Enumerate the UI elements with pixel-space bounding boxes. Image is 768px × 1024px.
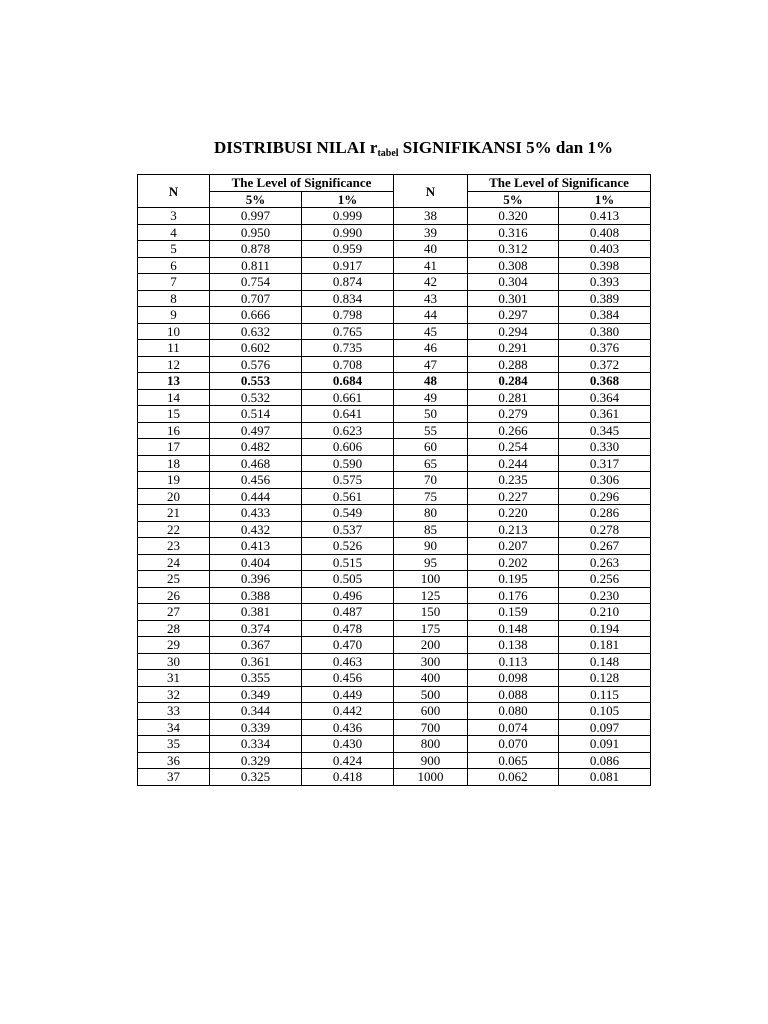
cell-n-right: 60 [394,439,468,456]
table-row [138,637,651,654]
cell-r1-right: 0.403 [559,241,651,258]
cell-n-left: 30 [138,653,210,670]
cell-r5-left: 0.666 [210,307,302,324]
table-row [138,554,651,571]
cell-n-right: 49 [394,389,468,406]
cell-r5-right: 0.235 [468,472,559,489]
cell-r5-right: 0.070 [468,736,559,753]
cell-r5-left: 0.497 [210,422,302,439]
cell-n-left: 8 [138,290,210,307]
table-row [138,439,651,456]
cell-r1-right: 0.091 [559,736,651,753]
cell-r1-left: 0.537 [302,521,394,538]
cell-n-right: 600 [394,703,468,720]
cell-r1-left: 0.834 [302,290,394,307]
cell-n-left: 20 [138,488,210,505]
cell-r1-left: 0.418 [302,769,394,786]
table-row [138,241,651,258]
cell-r5-right: 0.138 [468,637,559,654]
cell-r5-right: 0.207 [468,538,559,555]
cell-r5-left: 0.404 [210,554,302,571]
header-5pct-left: 5% [210,191,302,208]
cell-r5-left: 0.355 [210,670,302,687]
header-row-top [138,175,651,192]
cell-r1-left: 0.684 [302,373,394,390]
table-row [138,406,651,423]
cell-r1-left: 0.505 [302,571,394,588]
cell-r5-left: 0.329 [210,752,302,769]
cell-r5-right: 0.213 [468,521,559,538]
header-level-left: The Level of Significance [210,175,394,192]
cell-r5-right: 0.312 [468,241,559,258]
header-5pct-right: 5% [468,191,559,208]
cell-r1-right: 0.330 [559,439,651,456]
cell-r5-left: 0.632 [210,323,302,340]
cell-n-left: 6 [138,257,210,274]
cell-n-right: 50 [394,406,468,423]
table-row [138,686,651,703]
cell-r1-right: 0.389 [559,290,651,307]
cell-r5-right: 0.202 [468,554,559,571]
cell-r1-right: 0.263 [559,554,651,571]
cell-r1-right: 0.097 [559,719,651,736]
cell-n-right: 48 [394,373,468,390]
cell-n-left: 9 [138,307,210,324]
cell-n-left: 5 [138,241,210,258]
cell-n-left: 18 [138,455,210,472]
title-main: DISTRIBUSI NILAI r [214,138,378,157]
cell-r5-right: 0.301 [468,290,559,307]
cell-r5-right: 0.294 [468,323,559,340]
cell-n-left: 14 [138,389,210,406]
cell-r5-right: 0.291 [468,340,559,357]
cell-r1-left: 0.735 [302,340,394,357]
cell-r1-left: 0.661 [302,389,394,406]
table-row [138,307,651,324]
table-row [138,340,651,357]
cell-r1-right: 0.210 [559,604,651,621]
cell-n-left: 17 [138,439,210,456]
cell-n-right: 44 [394,307,468,324]
cell-r5-right: 0.062 [468,769,559,786]
cell-n-left: 34 [138,719,210,736]
cell-n-left: 35 [138,736,210,753]
cell-r1-left: 0.708 [302,356,394,373]
cell-r5-right: 0.320 [468,208,559,225]
cell-r1-left: 0.470 [302,637,394,654]
cell-r1-right: 0.194 [559,620,651,637]
cell-r5-right: 0.279 [468,406,559,423]
cell-r1-right: 0.380 [559,323,651,340]
title-rest: SIGNIFIKANSI 5% dan 1% [398,138,613,157]
cell-n-left: 4 [138,224,210,241]
cell-r5-left: 0.468 [210,455,302,472]
cell-r5-right: 0.159 [468,604,559,621]
cell-r5-left: 0.367 [210,637,302,654]
cell-r5-right: 0.281 [468,389,559,406]
cell-r1-right: 0.296 [559,488,651,505]
cell-r5-right: 0.244 [468,455,559,472]
table-row [138,769,651,786]
cell-r1-left: 0.487 [302,604,394,621]
cell-r1-right: 0.408 [559,224,651,241]
cell-r5-left: 0.707 [210,290,302,307]
cell-n-left: 31 [138,670,210,687]
cell-r1-right: 0.278 [559,521,651,538]
table-row [138,670,651,687]
table-row [138,455,651,472]
table-row [138,604,651,621]
cell-n-right: 39 [394,224,468,241]
cell-r5-right: 0.266 [468,422,559,439]
cell-r1-left: 0.798 [302,307,394,324]
cell-n-right: 42 [394,274,468,291]
cell-r1-right: 0.393 [559,274,651,291]
cell-r5-right: 0.080 [468,703,559,720]
table-row [138,505,651,522]
cell-n-right: 45 [394,323,468,340]
cell-r5-left: 0.349 [210,686,302,703]
cell-r1-right: 0.413 [559,208,651,225]
cell-n-left: 26 [138,587,210,604]
cell-r5-right: 0.304 [468,274,559,291]
cell-r1-left: 0.641 [302,406,394,423]
cell-r5-left: 0.381 [210,604,302,621]
cell-n-right: 75 [394,488,468,505]
table-row [138,521,651,538]
cell-n-right: 175 [394,620,468,637]
cell-r5-right: 0.227 [468,488,559,505]
title-subscript: tabel [377,148,399,159]
cell-n-right: 700 [394,719,468,736]
table-row [138,703,651,720]
page-title [214,138,613,159]
cell-r1-left: 0.549 [302,505,394,522]
cell-n-right: 200 [394,637,468,654]
cell-r5-right: 0.088 [468,686,559,703]
cell-r1-left: 0.430 [302,736,394,753]
cell-n-left: 21 [138,505,210,522]
cell-r1-right: 0.105 [559,703,651,720]
cell-r1-right: 0.384 [559,307,651,324]
cell-r5-left: 0.456 [210,472,302,489]
cell-n-right: 85 [394,521,468,538]
cell-n-right: 90 [394,538,468,555]
cell-r1-right: 0.364 [559,389,651,406]
cell-r5-right: 0.220 [468,505,559,522]
table-row [138,422,651,439]
cell-n-right: 65 [394,455,468,472]
table-row [138,224,651,241]
cell-n-right: 55 [394,422,468,439]
cell-r5-right: 0.176 [468,587,559,604]
cell-r1-right: 0.398 [559,257,651,274]
cell-n-right: 47 [394,356,468,373]
cell-r1-right: 0.361 [559,406,651,423]
cell-r1-left: 0.442 [302,703,394,720]
cell-r5-left: 0.432 [210,521,302,538]
cell-r5-left: 0.811 [210,257,302,274]
table-row [138,290,651,307]
table-row [138,488,651,505]
table-row [138,752,651,769]
cell-n-left: 22 [138,521,210,538]
cell-n-left: 25 [138,571,210,588]
table-row [138,653,651,670]
table-row [138,356,651,373]
cell-n-right: 400 [394,670,468,687]
cell-r1-left: 0.990 [302,224,394,241]
cell-r5-right: 0.284 [468,373,559,390]
cell-r1-left: 0.561 [302,488,394,505]
table-row [138,208,651,225]
cell-r1-left: 0.575 [302,472,394,489]
table-row [138,719,651,736]
cell-r5-left: 0.553 [210,373,302,390]
table-body [138,208,651,786]
cell-r1-right: 0.376 [559,340,651,357]
cell-r1-left: 0.526 [302,538,394,555]
cell-n-left: 19 [138,472,210,489]
cell-n-left: 33 [138,703,210,720]
cell-n-right: 70 [394,472,468,489]
cell-r5-right: 0.316 [468,224,559,241]
cell-r1-right: 0.286 [559,505,651,522]
cell-r5-right: 0.074 [468,719,559,736]
cell-r5-left: 0.444 [210,488,302,505]
cell-n-right: 46 [394,340,468,357]
cell-r1-right: 0.086 [559,752,651,769]
cell-n-left: 13 [138,373,210,390]
header-1pct-right: 1% [559,191,651,208]
table-row [138,538,651,555]
cell-n-left: 37 [138,769,210,786]
cell-r5-right: 0.098 [468,670,559,687]
cell-r5-right: 0.195 [468,571,559,588]
cell-n-right: 150 [394,604,468,621]
table-row [138,274,651,291]
cell-r1-left: 0.496 [302,587,394,604]
cell-n-left: 11 [138,340,210,357]
table-row [138,389,651,406]
cell-n-left: 32 [138,686,210,703]
cell-r5-left: 0.361 [210,653,302,670]
table-row [138,587,651,604]
cell-r5-right: 0.148 [468,620,559,637]
table-row [138,323,651,340]
cell-r5-left: 0.339 [210,719,302,736]
cell-r5-left: 0.754 [210,274,302,291]
cell-r5-left: 0.334 [210,736,302,753]
cell-n-right: 38 [394,208,468,225]
cell-r1-right: 0.115 [559,686,651,703]
cell-r5-right: 0.297 [468,307,559,324]
cell-r1-right: 0.256 [559,571,651,588]
table-row [138,736,651,753]
cell-r1-left: 0.917 [302,257,394,274]
cell-r1-left: 0.449 [302,686,394,703]
cell-r1-left: 0.456 [302,670,394,687]
cell-n-left: 36 [138,752,210,769]
cell-r1-left: 0.623 [302,422,394,439]
cell-r1-right: 0.306 [559,472,651,489]
cell-r5-left: 0.514 [210,406,302,423]
cell-r1-left: 0.463 [302,653,394,670]
cell-r5-left: 0.602 [210,340,302,357]
cell-n-left: 7 [138,274,210,291]
cell-r1-left: 0.606 [302,439,394,456]
cell-r1-left: 0.478 [302,620,394,637]
cell-n-right: 500 [394,686,468,703]
cell-n-left: 29 [138,637,210,654]
cell-r1-right: 0.372 [559,356,651,373]
table-row [138,472,651,489]
cell-n-left: 12 [138,356,210,373]
cell-n-left: 10 [138,323,210,340]
cell-r1-right: 0.267 [559,538,651,555]
cell-r1-left: 0.874 [302,274,394,291]
cell-r1-left: 0.436 [302,719,394,736]
cell-n-right: 900 [394,752,468,769]
cell-r5-left: 0.374 [210,620,302,637]
cell-r5-left: 0.433 [210,505,302,522]
cell-r1-left: 0.424 [302,752,394,769]
cell-r5-right: 0.308 [468,257,559,274]
cell-n-right: 43 [394,290,468,307]
cell-n-right: 41 [394,257,468,274]
table-row [138,257,651,274]
cell-r5-left: 0.396 [210,571,302,588]
header-level-right: The Level of Significance [468,175,651,192]
table-row [138,571,651,588]
r-table [137,174,651,786]
table-header [138,175,651,208]
cell-r5-left: 0.388 [210,587,302,604]
cell-n-left: 16 [138,422,210,439]
cell-r5-right: 0.113 [468,653,559,670]
cell-r5-left: 0.576 [210,356,302,373]
cell-r1-right: 0.317 [559,455,651,472]
cell-n-left: 15 [138,406,210,423]
cell-n-right: 80 [394,505,468,522]
cell-r5-left: 0.413 [210,538,302,555]
cell-n-right: 40 [394,241,468,258]
cell-r5-left: 0.997 [210,208,302,225]
cell-r1-left: 0.590 [302,455,394,472]
cell-n-left: 23 [138,538,210,555]
cell-r5-left: 0.532 [210,389,302,406]
cell-n-right: 100 [394,571,468,588]
cell-r1-left: 0.959 [302,241,394,258]
cell-r1-right: 0.128 [559,670,651,687]
cell-n-right: 800 [394,736,468,753]
cell-r5-left: 0.950 [210,224,302,241]
cell-r5-left: 0.344 [210,703,302,720]
cell-n-right: 125 [394,587,468,604]
cell-r1-right: 0.148 [559,653,651,670]
cell-r5-right: 0.254 [468,439,559,456]
cell-r1-right: 0.181 [559,637,651,654]
header-n-left: N [138,175,210,208]
table-row [138,620,651,637]
cell-r5-left: 0.325 [210,769,302,786]
cell-r5-right: 0.065 [468,752,559,769]
cell-r5-left: 0.482 [210,439,302,456]
cell-n-left: 28 [138,620,210,637]
cell-n-right: 95 [394,554,468,571]
table-row [138,373,651,390]
header-1pct-left: 1% [302,191,394,208]
cell-r1-left: 0.765 [302,323,394,340]
cell-r1-right: 0.368 [559,373,651,390]
cell-r1-left: 0.999 [302,208,394,225]
cell-n-left: 27 [138,604,210,621]
cell-r1-right: 0.081 [559,769,651,786]
cell-n-right: 1000 [394,769,468,786]
cell-n-right: 300 [394,653,468,670]
header-n-right: N [394,175,468,208]
cell-r1-right: 0.345 [559,422,651,439]
cell-r1-right: 0.230 [559,587,651,604]
cell-r5-right: 0.288 [468,356,559,373]
cell-r1-left: 0.515 [302,554,394,571]
cell-n-left: 24 [138,554,210,571]
cell-r5-left: 0.878 [210,241,302,258]
cell-n-left: 3 [138,208,210,225]
